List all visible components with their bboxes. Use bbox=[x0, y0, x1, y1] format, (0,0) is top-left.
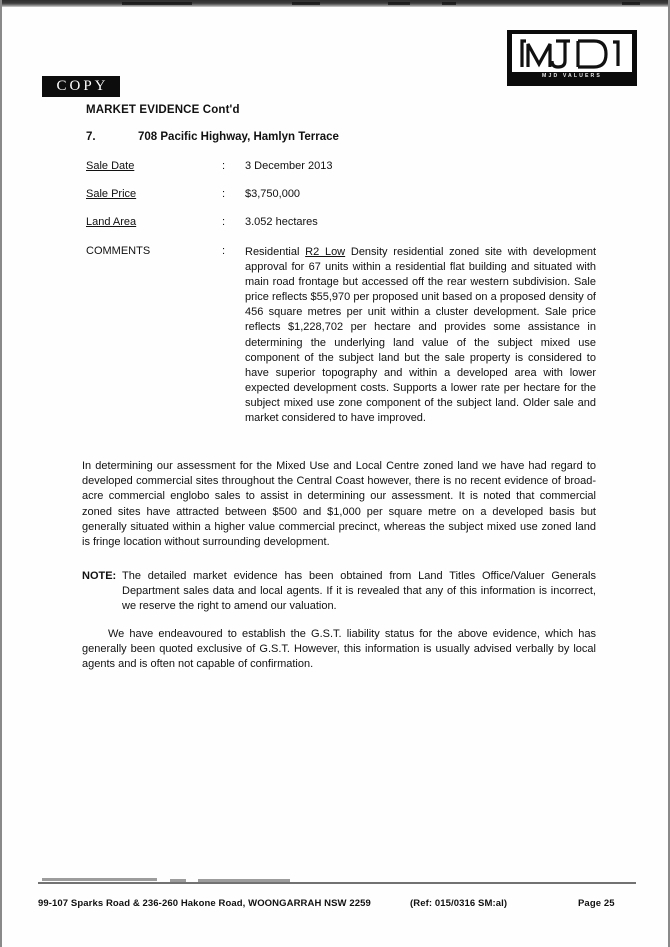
comments-value bbox=[245, 245, 596, 426]
footer-reference: (Ref: 015/0316 SM:al) bbox=[410, 898, 508, 909]
comments-label: COMMENTS bbox=[86, 245, 151, 257]
entry-address: 708 Pacific Highway, Hamlyn Terrace bbox=[138, 131, 339, 143]
scan-speckle bbox=[442, 2, 456, 5]
footer-address: 99-107 Sparks Road & 236-260 Hakone Road, WOONGARRAH NSW 2259 bbox=[38, 898, 371, 909]
scan-speckle bbox=[122, 2, 192, 5]
mjd-monogram-icon bbox=[518, 36, 626, 70]
logo-caption: MJD VALUERS bbox=[542, 73, 602, 79]
entry-number: 7. bbox=[86, 131, 96, 143]
scan-speckle bbox=[388, 2, 410, 5]
sale-date-value: 3 December 2013 bbox=[245, 160, 333, 172]
comments-colon: : bbox=[222, 245, 226, 257]
note-text: The detailed market evidence has been obtained from Land Titles Office/Valuer Generals Department sales data and local agents. If it is revealed that any of this information is incorrect, we reserve the right to amend our valuation. bbox=[122, 570, 596, 613]
assessment-paragraph: In determining our assessment for the Mixed Use and Local Centre zoned land we have had regard to developed commercial sites throughout the Central Coast however, there is no recent evidence of broad-acre commercial englobo sales to assist in determining our assessment. It is noted that commercial zoned sites have attracted between $500 and $1,000 per square metre on a developed basis but generally situated within a higher value commercial precinct, whereas the subject mixed use zoned land is fringe location without surrounding development. bbox=[82, 460, 596, 549]
footer-page-number: Page 25 bbox=[578, 898, 615, 909]
footer-divider bbox=[38, 882, 636, 884]
note-block bbox=[82, 569, 596, 615]
page-title: MARKET EVIDENCE Cont'd bbox=[86, 104, 240, 116]
gst-paragraph: We have endeavoured to establish the G.S.T. liability status for the above evidence, which has generally been quoted exclusive of G.S.T. However, this information is usually advised verbally by local agents and is often not capable of confirmation. bbox=[82, 628, 596, 671]
sale-date-colon: : bbox=[222, 160, 226, 172]
sale-price-label: Sale Price bbox=[86, 188, 137, 200]
comments-text-body: Density residential zoned site with development approval for 67 units within a residential flat building and situated with main road frontage but accessed off the rear western subdivision. Sale price reflects $55,970 per proposed unit based on a proposed density of 456 square metres per unit within a cluster development. Sale price reflects $1,228,702 per hectare and provides some assistance in determining the underlying land value of the subject mixed use component of the subject land but the sale property is considered to have superior topography and within a developed area with lower expected development costs. Supports a lower rate per hectare for the subject mixed use zone component of the subject land. Older sale and market considered to have improved. bbox=[245, 246, 596, 425]
sale-date-label: Sale Date bbox=[86, 160, 135, 172]
scan-speckle bbox=[292, 2, 320, 5]
comments-zoning-code: R2 Low bbox=[305, 246, 346, 258]
entry-heading bbox=[86, 131, 506, 143]
scan-top-edge-artifact bbox=[2, 0, 670, 7]
land-area-colon: : bbox=[222, 216, 226, 228]
note-label: NOTE: bbox=[82, 570, 117, 582]
company-logo bbox=[507, 30, 637, 86]
land-area-value: 3.052 hectares bbox=[245, 216, 318, 228]
scan-speckle bbox=[622, 2, 640, 5]
sale-price-value: $3,750,000 bbox=[245, 188, 301, 200]
sale-price-colon: : bbox=[222, 188, 226, 200]
copy-stamp: COPY bbox=[42, 76, 120, 97]
logo-mark-box bbox=[512, 34, 632, 72]
scan-speckle bbox=[42, 878, 157, 881]
land-area-label: Land Area bbox=[86, 216, 137, 228]
comments-text-lead: Residential bbox=[245, 246, 306, 258]
